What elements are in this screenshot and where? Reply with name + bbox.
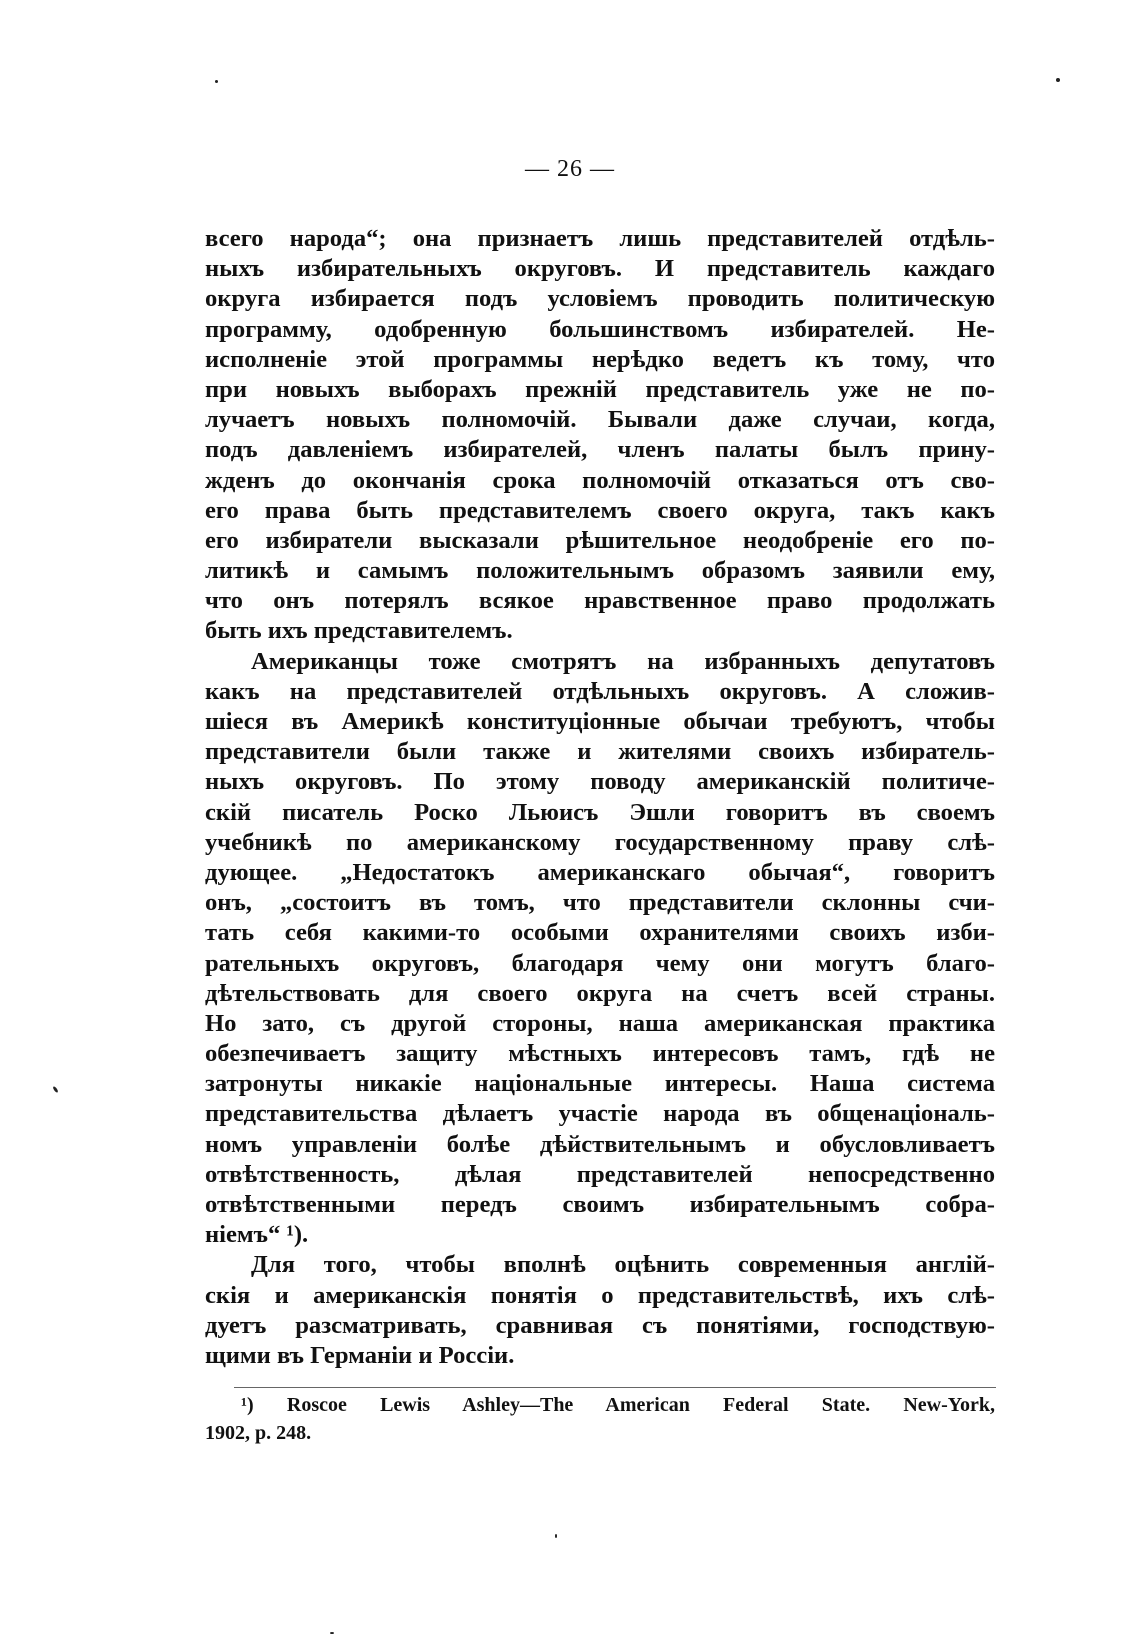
- text-line: лучаетъ новыхъ полномочій. Бывали даже случаи, когда,: [205, 406, 995, 434]
- text-line: исполненіе этой программы нерѣдко ведетъ къ тому, что: [205, 345, 995, 373]
- scan-speck: [1056, 78, 1060, 82]
- text-line: скія и американскія понятія о представительствѣ, ихъ слѣ-: [205, 1281, 995, 1309]
- text-line: тать себя какими-то особыми охранителями своихъ изби-: [205, 919, 995, 947]
- text-line: скій писатель Роско Льюисъ Эшли говоритъ въ своемъ: [205, 798, 995, 826]
- text-line: жденъ до окончанія срока полномочій отказаться отъ сво-: [205, 466, 995, 494]
- scan-speck: [330, 1632, 334, 1634]
- text-line: ныхъ избирательныхъ округовъ. И представитель каждаго: [205, 255, 995, 283]
- text-line: его права быть представителемъ своего округа, такъ какъ: [205, 496, 995, 524]
- text-line: подъ давленіемъ избирателей, членъ палаты былъ прину-: [205, 436, 995, 464]
- text-line: при новыхъ выборахъ прежній представитель уже не по-: [205, 375, 995, 403]
- text-line: онъ, „состоитъ въ томъ, что представители склонны счи-: [205, 889, 995, 917]
- text-line: номъ управленіи болѣе дѣйствительнымъ и обусловливаетъ: [205, 1130, 995, 1158]
- text-line: быть ихъ представителемъ.: [205, 617, 513, 645]
- text-line: дуетъ разсматривать, сравнивая съ понятіями, господствую-: [205, 1311, 995, 1339]
- text-line: отвѣтственными передъ своимъ избирательнымъ собра-: [205, 1191, 995, 1218]
- footnote-divider: [234, 1387, 996, 1388]
- text-line: обезпечиваетъ защиту мѣстныхъ интересовъ тамъ, гдѣ не: [205, 1040, 995, 1068]
- body-text: [205, 224, 995, 1371]
- text-line: какъ на представителей отдѣльныхъ округовъ. А сложив-: [205, 677, 995, 705]
- text-line: ніемъ“ ¹).: [205, 1221, 309, 1249]
- text-line: представительства дѣлаетъ участіе народа въ общенаціональ-: [205, 1100, 995, 1128]
- footnote-line: ¹) Roscoe Lewis Ashley—The American Federal State. New-York,: [241, 1394, 995, 1416]
- text-line: его избиратели высказали рѣшительное неодобреніе его по-: [205, 526, 995, 554]
- footnote-line: 1902, p. 248.: [205, 1422, 312, 1444]
- paragraph-start-line: Американцы тоже смотрятъ на избранныхъ депутатовъ: [251, 647, 995, 675]
- page-number: — 26 —: [525, 156, 615, 182]
- text-line: затронуты никакіе національные интересы. Наша система: [205, 1070, 995, 1098]
- text-line: округа избирается подъ условіемъ проводить политическую: [205, 285, 995, 313]
- paragraph-start-line: Для того, чтобы вполнѣ оцѣнить современныя англій-: [251, 1251, 995, 1279]
- text-line: рательныхъ округовъ, благодаря чему они могутъ благо-: [205, 949, 995, 977]
- text-line: что онъ потерялъ всякое нравственное право продолжать: [205, 587, 995, 615]
- text-line: представители были также и жителями своихъ избиратель-: [205, 738, 995, 766]
- text-line: отвѣтственность, дѣлая представителей непосредственно: [205, 1160, 995, 1188]
- text-line: шіеся въ Америкѣ конституціонные обычаи требуютъ, чтобы: [205, 708, 995, 735]
- text-line: программу, одобренную большинствомъ избирателей. Не-: [205, 315, 995, 343]
- text-line: Но зато, съ другой стороны, наша американская практика: [205, 1009, 995, 1037]
- text-line: дующее. „Недостатокъ американскаго обычая“, говоритъ: [205, 858, 995, 886]
- scan-speck: [52, 1086, 58, 1093]
- text-line: щими въ Германіи и Россіи.: [205, 1341, 515, 1369]
- text-line: всего народа“; она признаетъ лишь представителей отдѣль-: [205, 225, 995, 252]
- text-line: ныхъ округовъ. По этому поводу американскій политиче-: [205, 768, 995, 796]
- footnote: [205, 1391, 995, 1447]
- scan-speck: [215, 80, 218, 83]
- scan-speck: [555, 1534, 557, 1538]
- text-line: учебникѣ по американскому государственному праву слѣ-: [205, 828, 995, 856]
- text-line: дѣтельствовать для своего округа на счетъ всей страны.: [205, 979, 995, 1007]
- text-line: литикѣ и самымъ положительнымъ образомъ заявили ему,: [205, 557, 995, 585]
